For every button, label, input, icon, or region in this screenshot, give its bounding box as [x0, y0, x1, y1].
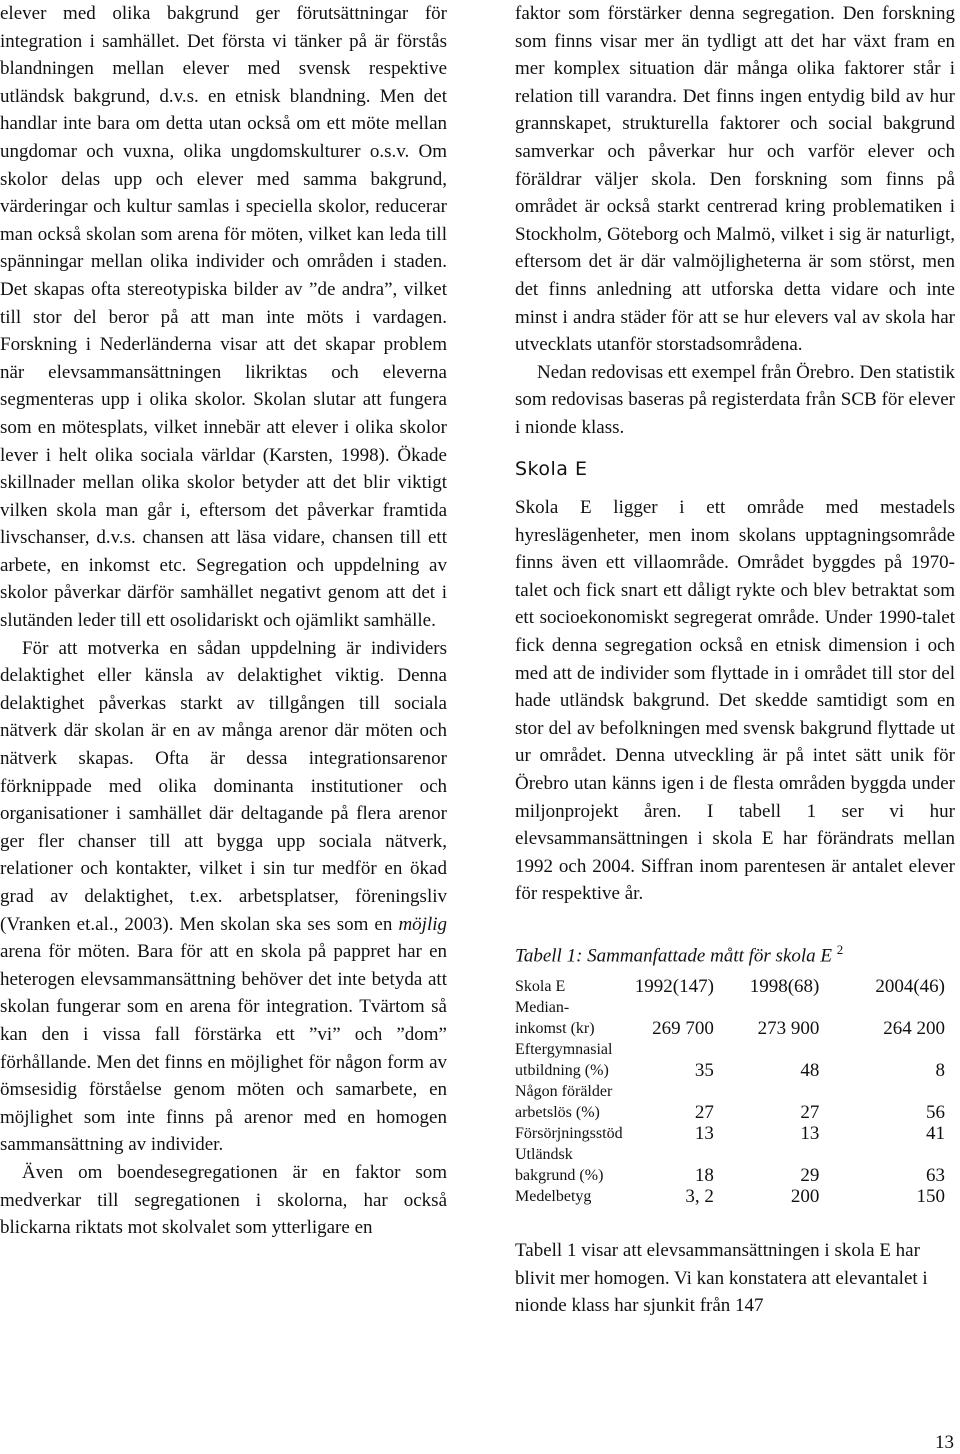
table-header-row [515, 976, 945, 997]
table-caption-footnote: 2 [836, 942, 844, 957]
row-label-line-1: Någon förälder [515, 1082, 613, 1100]
row-label-line-1: Eftergymnasial [515, 1040, 613, 1058]
page-number: 13 [935, 1432, 954, 1453]
table-header-cell: 1998(68) [749, 975, 820, 997]
left-paragraph-2-emphasis: möjlig [398, 913, 447, 935]
table-row [515, 1081, 945, 1123]
table-row [515, 1123, 945, 1144]
row-label-line-2: inkomst (kr) [515, 1019, 595, 1037]
table-cell: 27 [800, 1101, 820, 1123]
table-row-label [515, 1081, 634, 1123]
left-paragraph-1: elever med olika bakgrund ger förutsättningar för integration i samhället. Det första vi tänker på är förstås blandningen mellan elever med svensk respektive utländsk bakgrund, d.v.s. en etnisk blandning. Men det handlar inte bara om detta utan också om ett möte mellan ungdomar och vuxna, olika ungdomskulturer o.s.v. Om skolor delas upp och elever med samma bakgrund, värderingar och kultur samlas i speciella skolor, reducerar man också skolan som arena för möten, vilket kan leda till spänningar mellan olika individer och områden i staden. Det skapas ofta stereotypiska bilder av ”de andra”, vilket till stor del beror på att man inte möts i vardagen. Forskning i Nederländerna visar att det skapar problem när elevsammansättningen likriktas och eleverna segmenteras upp i olika skolor. Skolan slutar att fungera som en mötesplats, vilket innebär att elever i olika skolor lever i helt olika sociala världar (Karsten, 1998). Ökade skillnader mellan olika skolor betyder att det blir viktigt vilken skola man går i, eftersom det påverkar framtida livschanser, d.v.s. chansen att läsa vidare, chansen till ett arbete, en inkomst etc. Segregation och uppdelning av skolor påverkar därför samhället negativt genom att det i slutänden leder till ett osolidariskt och ojämlikt samhälle. [0, 3, 447, 632]
right-paragraph-4: Tabell 1 visar att elevsammansättningen i skola E har blivit mer homogen. Vi kan konstatera att elevantalet i nionde klass har sjunkit från 147 [515, 1239, 928, 1317]
table-cell: 29 [800, 1164, 820, 1186]
table-cell: 18 [694, 1164, 714, 1186]
table-header-cell: 1992(147) [634, 975, 714, 997]
table-header-cell: 2004(46) [875, 975, 945, 997]
section-heading: Skola E [515, 457, 588, 480]
table-cell: 48 [800, 1059, 820, 1081]
table-row-label [515, 1039, 634, 1081]
table-row-label: Medelbetyg [515, 1187, 592, 1205]
row-label-line-1: Median- [515, 998, 570, 1016]
table-cell: 35 [694, 1059, 714, 1081]
table-cell: 8 [935, 1059, 945, 1081]
row-label-line-2: utbildning (%) [515, 1061, 609, 1079]
table-cell: 269 700 [652, 1017, 714, 1039]
row-label-line-2: arbetslös (%) [515, 1103, 600, 1121]
left-column [0, 0, 447, 1242]
table-cell: 13 [800, 1122, 820, 1144]
table-cell: 41 [926, 1122, 945, 1144]
left-paragraph-2-part-a: För att motverka en sådan uppdelning är individers delaktighet eller känsla av delaktighet viktig. Denna delaktighet påverkas starkt av tillgången till sociala nätverk där skolan är en av många arenor där möten och nätverk skapas. Ofta är dessa integrationsarenor förknippade med olika dominanta institutioner och organisationer i samhället där deltagande på flera arenor ger fler chanser till att bygga upp sociala nätverk, relationer och kontakter, vilket i sin tur medför en ökad grad av delaktighet, t.ex. arbetsplatser, föreningsliv (Vranken et.al., 2003). Men skolan ska ses som en [0, 637, 447, 935]
table-cell: 264 200 [883, 1017, 945, 1039]
left-paragraph-2-part-b: arena för möten. Bara för att en skola på pappret har en heterogen elevsammansättning behöver det inte betyda att skolan fungerar som en arena för integration. Tvärtom så kan den i vissa fall förstärka ett ”vi” och ”dom” förhållande. Men det finns en möjlighet för någon form av ömsesidig förståelse genom möten och samarbete, en möjlighet som inte finns på arenor med en homogen sammansättning av individer. [0, 941, 447, 1156]
table-cell: 200 [790, 1185, 820, 1207]
table-cell: 27 [694, 1101, 714, 1123]
left-paragraph-2 [0, 635, 447, 1159]
table-row-label [515, 1144, 634, 1186]
right-column [515, 0, 955, 1320]
table-row [515, 1186, 945, 1207]
right-paragraph-3: Skola E ligger i ett område med mestadels hyreslägenheter, men inom skolans upptagningsområde finns även ett villaområde. Området byggdes på 1970-talet och fick snart ett dåligt rykte och blev betraktat som ett socioekonomiskt segregerat område. Under 1990-talet fick denna segregation också en etnisk dimension i och med att de individer som flyttade in i området till stor del hade utländsk bakgrund. Det skedde samtidigt som en stor del av befolkningen med svensk bakgrund flyttade ut ur området. Denna utveckling är på intet sätt unik för Örebro utan känns igen i de flesta områden byggda under miljonprojekt åren. I tabell 1 ser vi hur elevsammansättningen i skola E har förändrats mellan 1992 och 2004. Siffran inom parentesen är antalet elever för respektive år. [515, 497, 955, 905]
table-cell: 150 [916, 1185, 945, 1207]
right-paragraph-2: Nedan redovisas ett exempel från Örebro. Den statistik som redovisas baseras på registerdata från SCB för elever i nionde klass. [515, 361, 955, 438]
table-cell: 3, 2 [685, 1185, 714, 1207]
table-cell: 13 [694, 1122, 714, 1144]
row-label-line-1: Utländsk [515, 1145, 573, 1163]
table-row-label [515, 997, 634, 1039]
row-label-line-2: bakgrund (%) [515, 1166, 604, 1184]
table-row-label: Försörjningsstöd [515, 1124, 623, 1142]
summary-table [515, 976, 945, 1207]
table-caption [515, 936, 955, 970]
right-paragraph-1: faktor som förstärker denna segregation. Den forskning som finns visar mer än tydligt att det har växt fram en mer komplex situation där många olika faktorer står i relation till varandra. Det finns ingen entydig bild av hur grannskapet, strukturella faktorer och social bakgrund samverkar och påverkar hur och varför elever och föräldrar väljer skola. Den forskning som finns på området är också starkt centrerad kring problematiken i Stockholm, Göteborg och Malmö, vilket i sig är naturligt, eftersom det är där valmöjligheterna är som störst, men det finns anledning att utforska detta vidare och inte minst i andra städer för att se hur elevers val av skola har utvecklats utanför storstadsområdena. [515, 3, 955, 356]
table-header-label: Skola E [515, 977, 566, 995]
table-row [515, 1144, 945, 1186]
left-paragraph-3: Även om boendesegregationen är en faktor som medverkar till segregationen i skolorna, har också blickarna riktats mot skolvalet som ytterligare en [0, 1161, 447, 1239]
table-caption-text: Tabell 1: Sammanfattade mått för skola E [515, 945, 833, 967]
table-row [515, 1039, 945, 1081]
table-cell: 56 [926, 1101, 945, 1123]
table-row [515, 997, 945, 1039]
table-cell: 273 900 [757, 1017, 820, 1039]
table-cell: 63 [926, 1164, 945, 1186]
